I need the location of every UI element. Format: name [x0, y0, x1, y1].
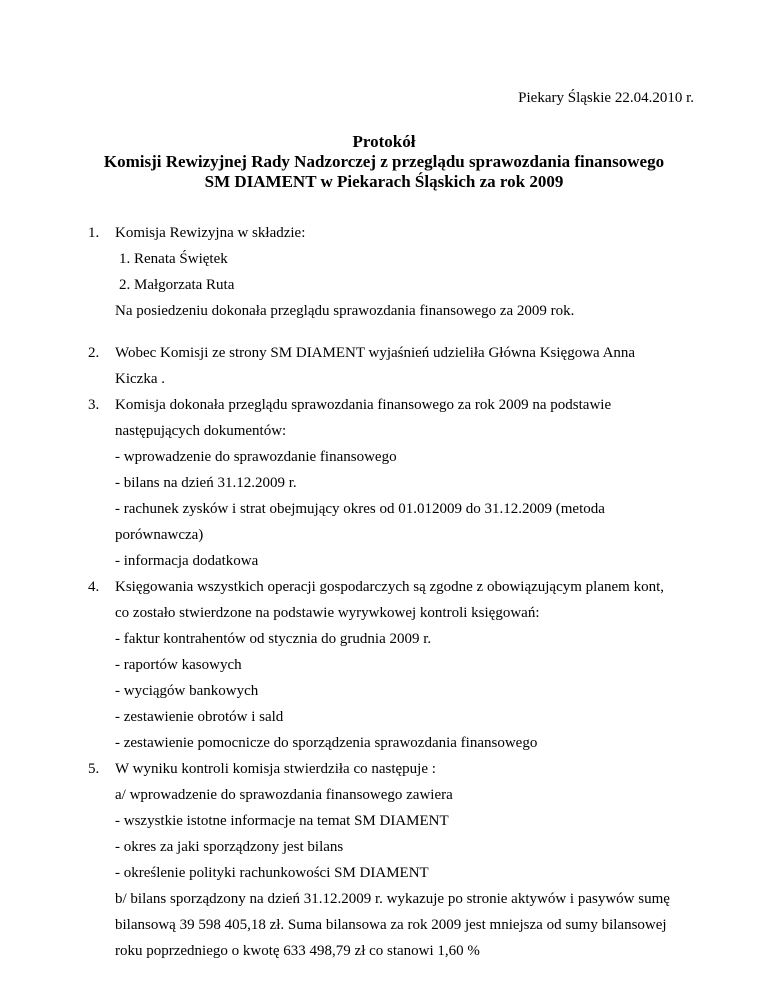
list-item-1: [88, 220, 698, 324]
item-line: następujących dokumentów:: [115, 423, 287, 439]
member-name: 1. Renata Świętek: [119, 251, 228, 267]
item-line: - faktur kontrahentów od stycznia do grudnia 2009 r.: [115, 631, 432, 647]
item-line: W wyniku kontroli komisja stwierdziła co następuje :: [115, 761, 436, 777]
list-number: 3.: [88, 397, 100, 413]
item-line: co zostało stwierdzone na podstawie wyrywkowej kontroli księgowań:: [115, 605, 540, 621]
document-title: [0, 132, 768, 192]
item-line: b/ bilans sporządzony na dzień 31.12.2009 r. wykazuje po stronie aktywów i pasywów sumę: [115, 891, 670, 907]
item-line: - bilans na dzień 31.12.2009 r.: [115, 475, 297, 491]
item-line: bilansową 39 598 405,18 zł. Suma bilansowa za rok 2009 jest mniejsza od sumy bilansowej: [115, 917, 667, 933]
list-item-2: [88, 340, 698, 392]
list-item-4: [88, 574, 698, 756]
item-line: - wszystkie istotne informacje na temat SM DIAMENT: [115, 813, 449, 829]
item-line: - okres za jaki sporządzony jest bilans: [115, 839, 344, 855]
item-line: roku poprzedniego o kwotę 633 498,79 zł co stanowi 1,60 %: [115, 943, 480, 959]
item-line: a/ wprowadzenie do sprawozdania finansowego zawiera: [115, 787, 453, 803]
title-line-2: Komisji Rewizyjnej Rady Nadzorczej z przeglądu sprawozdania finansowego: [103, 152, 665, 171]
title-line-1: Protokół: [352, 132, 416, 151]
item-line: - zestawienie pomocnicze do sporządzenia sprawozdania finansowego: [115, 735, 538, 751]
item-line: - określenie polityki rachunkowości SM DIAMENT: [115, 865, 429, 881]
list-item-3: [88, 392, 698, 574]
item-line: - wprowadzenie do sprawozdanie finansowego: [115, 449, 397, 465]
item-line: Komisja dokonała przeglądu sprawozdania finansowego za rok 2009 na podstawie: [115, 397, 612, 413]
title-line-3: SM DIAMENT w Piekarach Śląskich za rok 2009: [204, 172, 564, 191]
item-line: - informacja dodatkowa: [115, 553, 259, 569]
spacer: [88, 324, 698, 340]
item-line: - wyciągów bankowych: [115, 683, 259, 699]
list-number: 1.: [88, 225, 100, 241]
item-line: Komisja Rewizyjna w składzie:: [115, 225, 306, 241]
item-line: Wobec Komisji ze strony SM DIAMENT wyjaśnień udzieliła Główna Księgowa Anna: [115, 345, 636, 361]
item-line: Kiczka .: [115, 371, 165, 387]
item-line: Księgowania wszystkich operacji gospodarczych są zgodne z obowiązującym planem kont,: [115, 579, 664, 595]
document-body: [88, 220, 698, 964]
place-date: Piekary Śląskie 22.04.2010 r.: [518, 90, 694, 106]
list-item-5: [88, 756, 698, 964]
list-number: 2.: [88, 345, 100, 361]
item-line: - zestawienie obrotów i sald: [115, 709, 284, 725]
item-line: Na posiedzeniu dokonała przeglądu sprawozdania finansowego za 2009 rok.: [115, 303, 575, 319]
item-line: porównawcza): [115, 527, 204, 543]
item-line: - raportów kasowych: [115, 657, 242, 673]
item-line: - rachunek zysków i strat obejmujący okres od 01.012009 do 31.12.2009 (metoda: [115, 501, 605, 517]
list-number: 5.: [88, 761, 100, 777]
list-number: 4.: [88, 579, 100, 595]
member-name: 2. Małgorzata Ruta: [119, 277, 235, 293]
